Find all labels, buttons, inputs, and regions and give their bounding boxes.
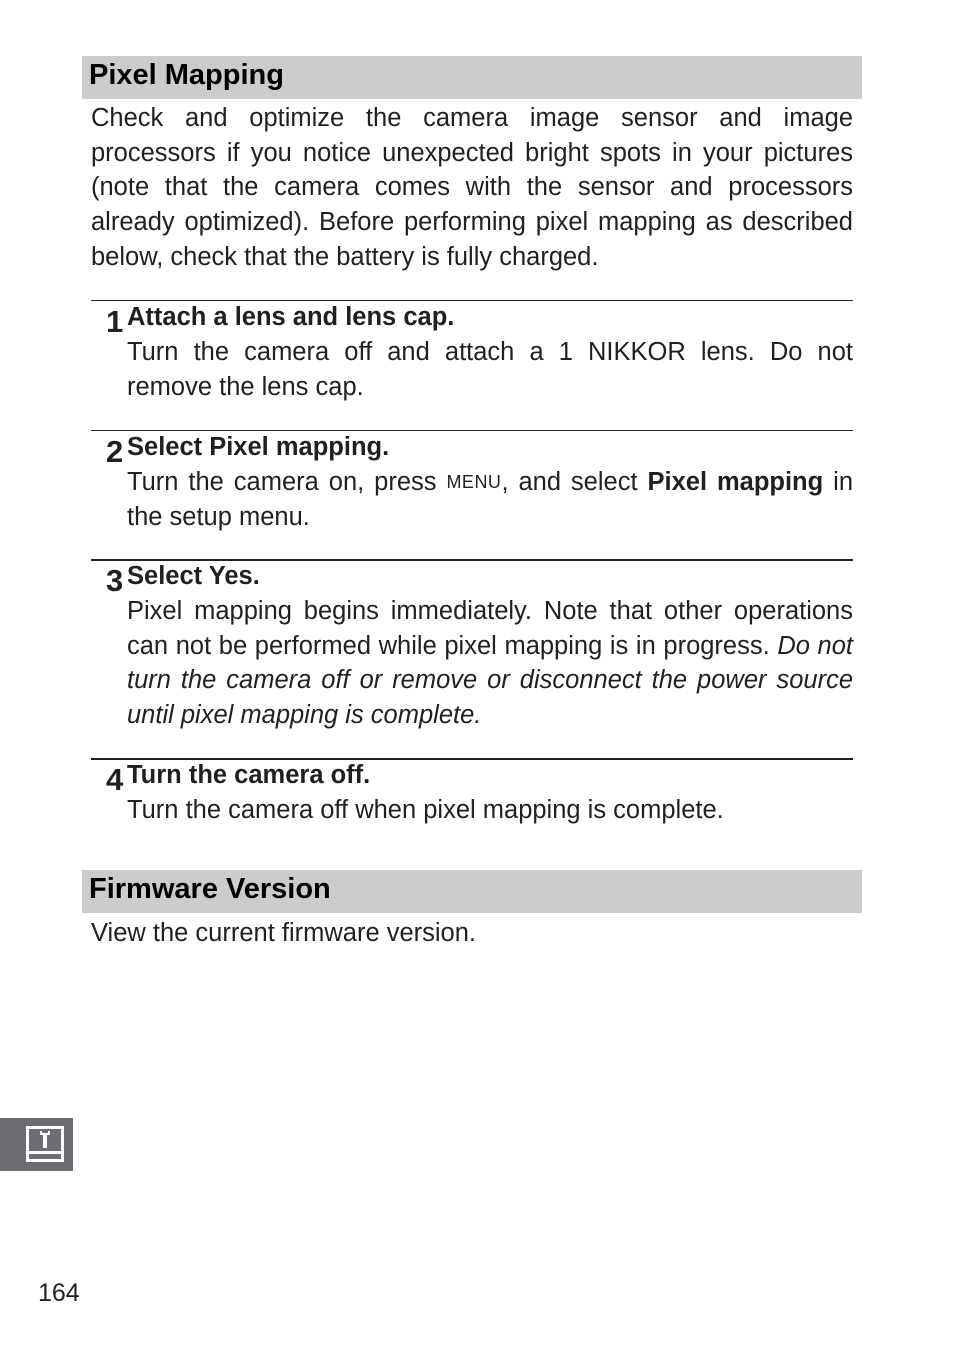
step-title: Turn the camera off. [127,761,371,789]
step-body: Turn the camera off when pixel mapping is complete. [127,796,724,824]
step-title: Attach a lens and lens cap. [127,303,455,331]
page-number: 164 [38,1279,80,1307]
step-body-menu-item: Pixel mapping [647,468,824,496]
step-body [127,465,853,534]
step-number: 2 [106,434,124,469]
step-number: 1 [106,304,124,339]
step-title-option: Yes [208,562,253,590]
step-number: 3 [106,563,124,598]
section-heading-firmware-version [82,870,862,913]
section-heading-pixel-mapping [82,56,862,99]
step-title-suffix: . [252,562,260,590]
step-title-menu-item: Pixel mapping [209,433,383,461]
section-heading-text: Firmware Version [89,873,331,905]
step-body [127,594,853,733]
firmware-description: View the current firmware version. [91,919,477,947]
section-heading-text: Pixel Mapping [89,59,284,91]
step-title-prefix: Select [127,433,210,461]
step-title-suffix: . [382,433,390,461]
step-number: 4 [106,762,124,797]
step-title [127,430,389,465]
setup-menu-tab [0,1118,73,1171]
step-body-text: Pixel mapping begins immediately. Note that other operations can not be performed while pixel mapping is in progress. [127,597,853,660]
setup-menu-wrench-icon [0,1118,73,1171]
step-body: Turn the camera off and attach a 1 NIKKOR lens. Do not remove the lens cap. [127,338,853,401]
step-body-text: Turn the camera on, press [127,468,447,496]
menu-button-icon: MENU [446,472,502,492]
step-body-text: in the setup menu. [127,468,853,531]
step-title [127,559,260,594]
step-body-warning: Do not turn the camera off or remove or disconnect the power source until pixel mapping is complete. [127,631,853,730]
step-title-prefix: Select [127,562,209,590]
step-body-text: , and select [501,468,648,496]
pixel-mapping-intro: Check and optimize the camera image sensor and image processors if you notice unexpected bright spots in your pictures (note that the camera comes with the sensor and processors already optimized). Before performing pixel mapping as described below, check that the battery is fully charged. [91,104,853,271]
